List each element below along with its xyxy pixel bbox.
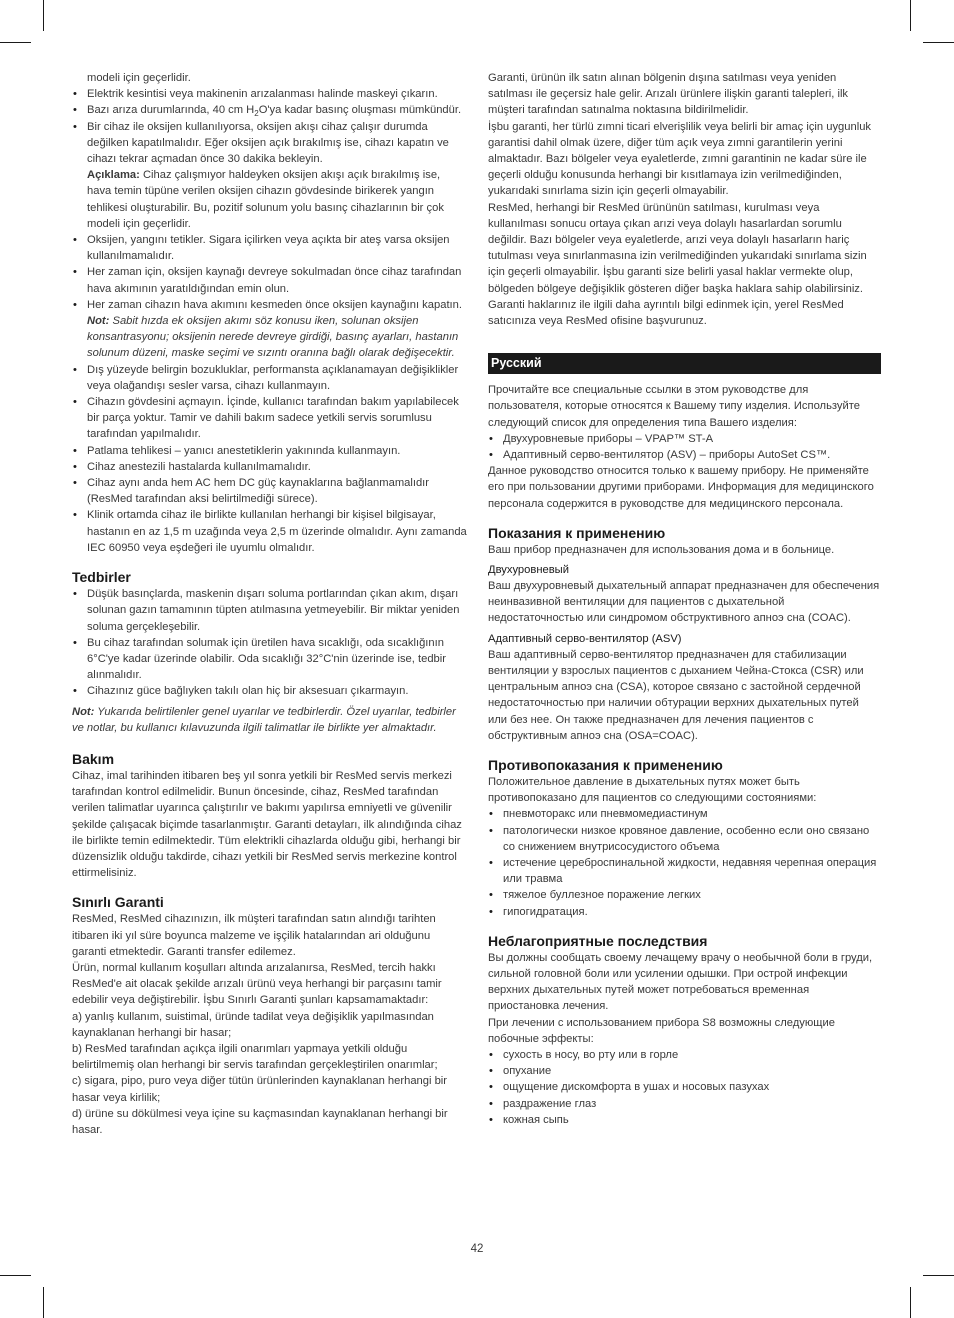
adverse-text: При лечении с использованием прибора S8 возможны следующие побочные эффекты: xyxy=(488,1016,835,1045)
list-item: • Patlama tehlikesi – yanıcı anestetiklerin yakınında kullanmayın. xyxy=(72,443,467,459)
list-item xyxy=(72,102,467,118)
crop-mark xyxy=(0,1275,31,1276)
list-item: • тяжелое буллезное поражение легких xyxy=(488,887,881,903)
list-item: • Klinik ortamda cihaz ile birlikte kullanılan herhangi bir kişisel bilgisayar, hastanın en az 1,5 m uzağında veya 2,5 m üzerinde olmalıdır. Aynı zamanda IEC 60950 veya eşdeğeri ile uyumlu olmalıdır. xyxy=(72,507,467,556)
list-item: • Cihaz anestezili hastalarda kullanılmamalıdır. xyxy=(72,459,467,475)
contraindications-list xyxy=(488,806,881,919)
warranty-paragraph: b) ResMed tarafından açıkça ilgili onarımları yapmaya yetkili olduğu belirtilmemiş olan herhangi bir servis tarafından gerçekleştirilen onarımlar; xyxy=(72,1042,438,1072)
cautions-list xyxy=(72,586,467,699)
crop-mark xyxy=(923,1275,954,1276)
list-item: • ощущение дискомфорта в ушах и носовых пазухах xyxy=(488,1079,881,1095)
cautions-heading: Tedbirler xyxy=(72,569,131,586)
list-item: • Cihazın gövdesini açmayın. İçinde, kullanıcı tarafından bakım yapılabilecek bir parça yoktur. Tamir ve dahili bakım sadece yetkili servis sorumlusu tarafından yapılmalıdır. xyxy=(72,394,467,443)
bilevel-text: Ваш двухуровневый дыхательный аппарат предназначен для обеспечения неинвазивной вентиляции для пациентов с дыхательной недостаточностью или синдромом обструктивного апноэ сна (COAC). xyxy=(488,580,880,625)
list-item: • Dış yüzeyde belirgin bozukluklar, performansta açıklanamayan değişiklikler veya olağandışı sesler varsa, cihazı kullanmayın. xyxy=(72,362,467,394)
warranty-paragraph: Ürün, normal kullanım koşulları altında arızalanırsa, ResMed, tercih hakkı ResMed'e ait olacak şekilde arızalı ürünü veya herhangi bir parçasını tamir edebilir veya değiştirebilir. İşbu Sınırlı Garanti şunları kapsamamaktadır: xyxy=(72,961,442,1007)
device-type-list xyxy=(488,431,881,463)
list-item: • Двухуровневые приборы – VPAP™ ST-A xyxy=(488,431,881,447)
crop-mark xyxy=(0,42,31,43)
warranty-paragraph: Garanti haklarınız ile ilgili daha ayrıntılı bilgi edinmek için, yerel ResMed satıcınıza veya ResMed ofisine başvurunuz. xyxy=(488,298,844,328)
list-item: • Адаптивный серво-вентилятор (ASV) – приборы AutoSet CS™. xyxy=(488,447,881,463)
cautions-note xyxy=(72,704,467,736)
asv-subheading: Адаптивный серво-вентилятор (ASV) xyxy=(488,632,682,645)
explanation-label: Açıklama: xyxy=(87,169,140,182)
crop-mark xyxy=(910,1287,911,1318)
subscript: 2 xyxy=(254,109,259,119)
list-item: • раздражение глаз xyxy=(488,1096,881,1112)
warranty-paragraph: d) ürüne su dökülmesi veya içine su kaçmasından kaynaklanan herhangi bir hasar. xyxy=(72,1107,448,1136)
right-column xyxy=(488,70,881,1128)
list-item: • Oksijen, yangını tetikler. Sigara içilirken veya açıkta bir ateş varsa oksijen kullanılmamalıdır. xyxy=(72,232,467,264)
page-number: 42 xyxy=(470,1243,484,1255)
language-section-bar: Русский xyxy=(488,353,881,374)
warranty-paragraph: c) sigara, pipo, puro veya diğer tütün ürünlerinden kaynaklanan herhangi bir hasar veya kirlilik; xyxy=(72,1075,448,1104)
warning-list xyxy=(72,232,467,313)
warranty-paragraph: İşbu garanti, her türlü zımni ticari elverişlilik veya belirli bir amaç için uygunluk garantisi dahil olmak üzere, diğer tüm açık veya zımni garantilerin yerini almaktadır. Bazı bölgeler veya eyaletlerde, zımni garantinin ne kadar süre ile geçerli olduğu konusunda herhangi bir kısıtlamaya izin verilmediğinden, yukarıdaki sınırlama sizin için geçerli olmayabilir. xyxy=(488,120,872,198)
warning-list xyxy=(72,86,467,167)
note-label: Not: xyxy=(87,315,110,328)
list-item: • истечение цереброспинальной жидкости, недавняя черепная операция или травма xyxy=(488,855,881,887)
list-item: • сухость в носу, во рту или в горле xyxy=(488,1047,881,1063)
intro-text: Прочитайте все специальные ссылки в этом руководстве для пользователя, которые относятся к Вашему типу изделия. Используйте следующий список для определения типа Вашего изделия: xyxy=(488,384,860,429)
explanation-paragraph xyxy=(72,167,467,232)
indications-heading: Показания к применению xyxy=(488,524,666,541)
explanation-text: Cihaz çalışmıyor haldeyken oksijen akışı açık bırakılmış ise, hava temin tüpüne verilen oksijen cihazın gövdesinde birikerek yangın tehlikesi oluşturabilir. Bu, pozitif solunum yolu basınç cihazlarının bir çok modeli için geçerlidir. xyxy=(87,169,444,230)
crop-mark xyxy=(43,1287,44,1318)
pressure-text: Bazı arıza durumlarında, 40 cm H xyxy=(87,104,255,117)
crop-mark xyxy=(43,0,44,31)
list-item: • Cihaz aynı anda hem AC hem DC güç kaynaklarına bağlanmamalıdır (ResMed tarafından aksi belirtilmediği sürece). xyxy=(72,475,467,507)
list-item: • Düşük basınçlarda, maskenin dışarı soluma portlarından çıkan akım, dışarı solunan gazın tamamının tüpten atılmasına yetmeyebilir. Bir miktar yeniden soluma gerçekleşebilir. xyxy=(72,586,467,635)
note-text: Sabit hızda ek oksijen akımı söz konusu iken, solunan oksijen konsantrasyonu; oksijenin nerede devreye girdiği, basınç ayarları, hastanın solunum düzeni, maske seçimi ve sızıntı oranına bağlı olarak değişecektir. xyxy=(87,315,459,360)
maintenance-text: Cihaz, imal tarihinden itibaren beş yıl sonra yetkili bir ResMed servis merkezi tarafından kontrol edilmelidir. Bunun öncesinde, cihaz, ResMed tarafından verilen talimatlar uyarınca çalıştırılır ve bakımı yapılırsa emniyetli ve güvenilir şekilde çalışacak biçimde tasarlanmıştır. Garanti detayları, ilk alındığında cihaz ile birlikte temin edilmektedir. Tüm elektrikli cihazlarda olduğu gibi, herhangi bir düzensizlik olduğu takdirde, cihazı yetkili bir ResMed servis merkezine kontrol ettirmelisiniz. xyxy=(72,769,462,880)
adverse-text: Вы должны сообщать своему лечащему врачу о необычной боли в груди, сильной головной боли или усилении одышки. При острой инфекции верхних дыхательных путей может потребоваться временная приостановка лечения. xyxy=(488,951,873,1013)
list-item: • гипогидратация. xyxy=(488,904,881,920)
contraindications-text: Положительное давление в дыхательных путях может быть противопоказано для пациентов со следующими состояниями: xyxy=(488,775,817,805)
bilevel-subheading: Двухуровневый xyxy=(488,564,569,577)
list-item: • Cihazınız güce bağlıyken takılı olan hiç bir aksesuarı çıkarmayın. xyxy=(72,683,467,699)
contraindications-heading: Противопоказания к применению xyxy=(488,756,723,773)
adverse-effects-list xyxy=(488,1047,881,1128)
warranty-paragraph: a) yanlış kullanım, suistimal, üründe tadilat veya değişiklik yapılmasından kaynaklanan herhangi bir hasar; xyxy=(72,1010,434,1039)
list-item: • опухание xyxy=(488,1063,881,1079)
list-item: • Her zaman cihazın hava akımını kesmeden önce oksijen kaynağını kapatın. xyxy=(72,297,467,313)
list-item: • Bu cihaz tarafından solumak için üretilen hava sıcaklığı, oda sıcaklığının 6°C'ye kadar üzerinde olabilir. Oda sıcaklığı 32°C'nin üzerinde ise, tedbir alınmalıdır. xyxy=(72,635,467,684)
list-item: • патологически низкое кровяное давление, особенно если оно связано со снижением внутрисосудистого объема xyxy=(488,823,881,855)
warranty-heading: Sınırlı Garanti xyxy=(72,894,164,911)
left-column xyxy=(72,70,467,1138)
continuation-text: modeli için geçerlidir. xyxy=(87,72,191,84)
list-item: • пневмоторакс или пневмомедиастинум xyxy=(488,806,881,822)
warning-list xyxy=(72,362,467,556)
indications-text: Ваш прибор предназначен для использования дома и в больнице. xyxy=(488,543,835,556)
intro-after-text: Данное руководство относится только к вашему прибору. Не применяйте его при пользовании другими приборами. Информация для медицинского персонала содержится в руководстве для медицинского персонала. xyxy=(488,465,874,510)
maintenance-heading: Bakım xyxy=(72,750,115,767)
list-item: • Bir cihaz ile oksijen kullanılıyorsa, oksijen akışı cihaz çalışır durumda değilken kapatılmalıdır. Eğer oksijen açık bırakılmış ise, cihazı kapatın ve cihazı tekrar açmadan önce 30 dakika bekleyin. xyxy=(72,119,467,168)
crop-mark xyxy=(910,0,911,31)
list-item: • Elektrik kesintisi veya makinenin arızalanması halinde maskeyi çıkarın. xyxy=(72,86,467,102)
list-item: • Her zaman için, oksijen kaynağı devreye sokulmadan önce cihaz tarafından hava akımının yaratıldığından emin olun. xyxy=(72,264,467,296)
adverse-effects-heading: Неблагоприятные последствия xyxy=(488,932,708,949)
note-text: Yukarıda belirtilenler genel uyarılar ve tedbirlerdir. Özel uyarılar, tedbirler ve notlar, bu kullanıcı kılavuzunda ilgili talimatlar ile birlikte yer almaktadır. xyxy=(72,705,456,734)
warranty-paragraph: Garanti, ürünün ilk satın alınan bölgenin dışına satılması veya yeniden satılması ile geçersiz hale gelir. Arızalı ürünlere ilişkin garanti talepleri, ilk müşteri tarafından satınalma noktasına bildirilmelidir. xyxy=(488,72,849,117)
list-item: • кожная сыпь xyxy=(488,1112,881,1128)
crop-mark xyxy=(923,42,954,43)
warranty-paragraph: ResMed, herhangi bir ResMed ürününün satılması, kurulması veya kullanılması sonucu ortaya çıkan arızi veya dolaylı hasarlardan sorumlu değildir. Bazı bölgeler veya eyaletlerde, arızi veya dolaylı hasarların hariç tutulması veya sınırlanmasına izin verilmediğinden yukarıdaki sınırlama sizin için geçerli olmayabilir. İşbu garanti size belirli yasal haklar vermekte olup, bölgeden bölgeye değişiklik gösteren diğer başka haklara sahip olabilirsiniz. xyxy=(488,201,867,295)
pressure-text: O'ya kadar basınç oluşması mümkündür. xyxy=(258,104,462,117)
warranty-paragraph: ResMed, ResMed cihazınızın, ilk müşteri tarafından satın alındığı tarihten itibaren iki yıl süre boyunca malzeme ve işçilik hatalarından ari olduğunu garanti etmektedir. Garanti transfer edilemez. xyxy=(72,913,436,958)
asv-text: Ваш адаптивный серво-вентилятор предназначен для стабилизации вентиляции у взрослых пациентов с дыханием Чейна-Стокса (CSR) или центральным апноэ сна (CSA), которое связано с застойной сердечной недостаточностью при наличии обтурации верхних дыхательных путей или без нее. Он также предназначен для лечения пациентов с обструктивным апноэ сна (OSA=COAC). xyxy=(488,648,864,742)
note-label: Not: xyxy=(72,705,95,718)
note-paragraph xyxy=(72,313,467,362)
